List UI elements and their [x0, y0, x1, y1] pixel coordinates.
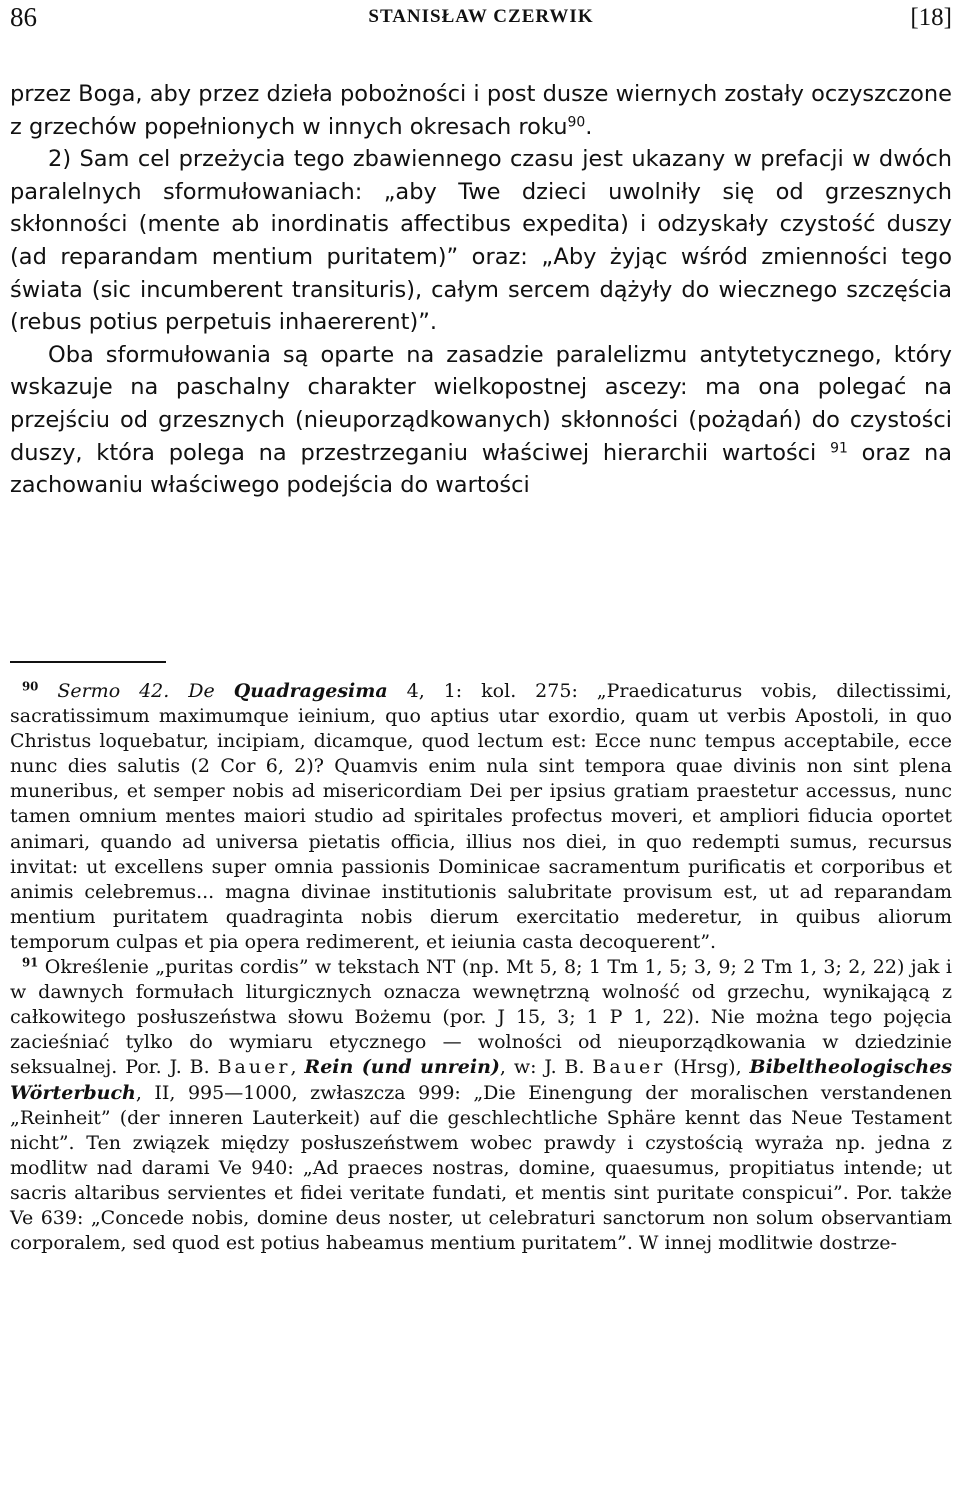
footnote-91-text-5: , II, 995—1000, zwłaszcza 999: „Die Einengung der moralischen verstandenen „Reinheit” (der inneren Lauterkeit) auf die geschlechtliche Sphäre kennt das Neue Testament nicht”. Ten związek między posłuszeństwem wobec prawdy i czystością wyraża np. jedna z modlitw nad darami Ve 940: „Ad praeces nostras, domine, quaesumus, propitiatus intende; ut sacris altaribus servientes et fidei veritate fundati, et mentis sint puritate conspicui”. Por. także Ve 639: „Concede nobis, domine deus noster, ut celebraturi sanctorum non solum observantiam corporalem, sed quod est potius habeamus mentium puritatem”. W innej modlitwie dostrze-	[10, 1081, 952, 1255]
paragraph-3	[10, 339, 952, 502]
footnote-90-source: Sermo 42. De	[57, 680, 215, 702]
paragraph-1-end: .	[585, 113, 593, 140]
section-number: [18]	[910, 4, 952, 31]
footnote-90-number: 90	[22, 679, 39, 694]
footnote-91	[10, 955, 952, 1256]
paragraph-3-end: oraz na zachowaniu właściwego podejścia do wartości	[10, 439, 953, 499]
footnote-91-number: 91	[22, 955, 39, 970]
paragraph-1-text: przez Boga, aby przez dzieła pobożności i post dusze wiernych zostały oczyszczone z grzechów popełnionych w innych okresach roku	[10, 81, 952, 140]
footnote-90-text: 4, 1: kol. 275: „Praedicaturus vobis, dilectissimi, sacratissimum maximumque ieinium, quo aptius utar exordio, quam ut verbis Apostoli, in quo Christus loquebatur, incipiam, dicamque, quod lectum est: Ecce nunc tempus acceptabile, ecce nunc dies salutis (2 Cor 6, 2)? Quamvis enim nula sint tempora quae divinis non sint plena muneribus, et semper nobis ad misericordiam Dei per ipsius gratiam praestetur accessus, nunc tamen omnium mentes maiori studio ad spiritales profectus moveri, et ampliori fiducia oportet animari, quando ad universa pietatis officia, illius nos diei, in quo redempti sumus, recursus invitat: ut excellens super omnia passionis Dominicae sacramentum purificatis et corporibus et animis celebremus... magna divinae institutionis salubritate provisum est, ut ad reparandam mentium puritatem quadraginta nobis dierum exercitatio mederetur, in quibus aliorum temporum culpas et pia opera redimerent, et ieiunia casta decoquerent”.	[10, 680, 952, 953]
footnote-90	[10, 679, 952, 955]
running-title: STANISŁAW CZERWIK	[368, 6, 594, 27]
main-text	[10, 78, 952, 502]
paragraph-2: 2) Sam cel przeżycia tego zbawiennego czasu jest ukazany w prefacji w dwóch paralelnych sformułowaniach: „aby Twe dzieci uwolniły się od grzesznych skłonności (mente ab inordinatis affectibus expedita) i odzyskały czystość duszy (ad reparandam mentium puritatem)” oraz: „Aby żyjąc wśród zmienności tego świata (sic incumberent transituris), całym sercem dążyły do wiecznego szczęścia (rebus potius perpetuis inhaererent)”.	[10, 146, 952, 336]
paragraph-1	[10, 78, 952, 143]
footnote-91-text-3: , w: J. B.	[499, 1056, 585, 1079]
running-head	[10, 2, 952, 38]
footnote-91-text-4: (Hrsg),	[673, 1056, 742, 1079]
footnote-ref-91: 91	[830, 439, 848, 456]
footnote-90-work: Quadragesima	[233, 680, 388, 702]
page-number: 86	[10, 2, 37, 32]
footnote-91-title-1: Rein (und unrein)	[304, 1056, 500, 1079]
paragraph-3-text: Oba sformułowania są oparte na zasadzie paralelizmu antytetycznego, który wskazuje na paschalny charakter wielkopostnej ascezy: ma ona polegać na przejściu od grzesznych (nieuporządkowanych) skłonności (pożądań) do czystości duszy, która polega na przestrzeganiu właściwej hierarchii wartości	[10, 341, 952, 466]
footnote-91-text-1: Określenie „puritas cordis” w tekstach NT (np. Mt 5, 8; 1 Tm 1, 5; 3, 9; 2 Tm 1, 3; 2, 22) jak i w dawnych formułach liturgicznych oznacza wewnętrzną wolność od grzechu, wynikającą z całkowitego posłuszeństwa słowu Bożemu (por. J 15, 3; 1 P 1, 22). Nie można tego pojęcia zacieśniać tylko do wymiaru etycznego — wolności od nieuporządkowania w dziedzinie seksualnej. Por. J. B.	[10, 956, 952, 1079]
footnote-ref-90: 90	[567, 113, 586, 130]
footnote-separator	[10, 661, 166, 663]
footnotes	[10, 679, 952, 1256]
footnote-91-title-2: Bibeltheologisches Wörterbuch	[10, 1056, 953, 1104]
footnote-91-author-2: Bauer	[592, 1056, 666, 1079]
footnote-91-author-1: Bauer	[217, 1056, 291, 1079]
footnote-91-text-2: ,	[290, 1056, 297, 1079]
